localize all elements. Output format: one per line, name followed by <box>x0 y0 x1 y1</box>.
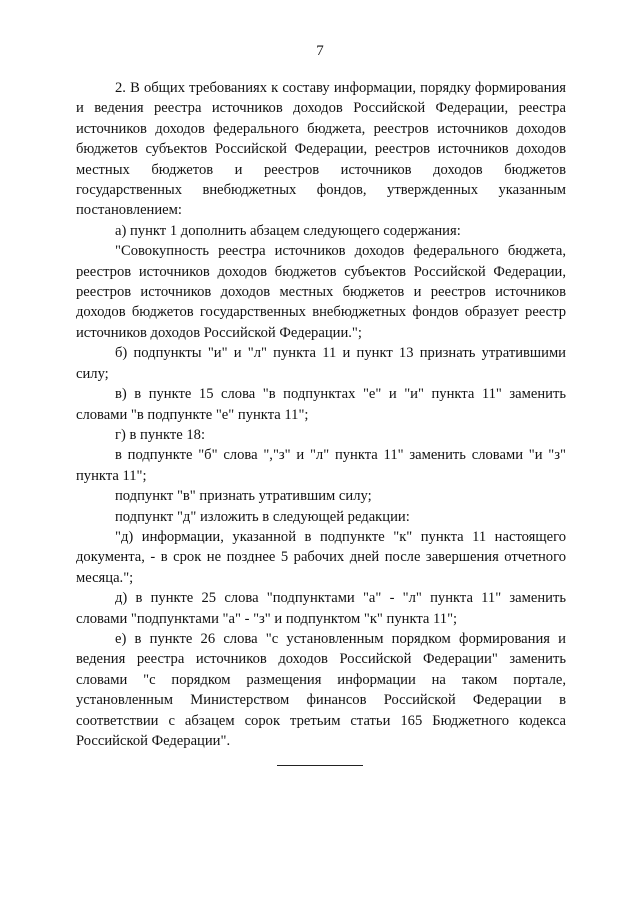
paragraph-a: а) пункт 1 дополнить абзацем следующего содержания: <box>115 222 461 239</box>
paragraph-quote-d: "д) информации, указанной в подпункте "к" пункта 11 настоящего документа, - в срок не позднее 5 рабочих дней после завершения отчетного месяца."; <box>76 528 566 586</box>
closing-divider-line <box>277 765 363 766</box>
paragraph-e: е) в пункте 26 слова "с установленным порядком формирования и ведения реестра источников доходов Российской Федерации" заменить словами "с порядком размещения информации на таком портале, установленным Министерством финансов Российской Федерации в соответствии с абзацем сорок третьим статьи 165 Бюджетного кодекса Российской Федерации". <box>76 630 566 749</box>
paragraph-d: д) в пункте 25 слова "подпунктами "а" - "л" пункта 11" заменить словами "подпунктами "а" - "з" и подпунктом "к" пункта 11"; <box>76 590 566 627</box>
paragraph-2-intro: 2. В общих требованиях к составу информации, порядку формирования и ведения реестра источников доходов Российской Федерации, реестра источников доходов федерального бюджета, реестров источников доходов бюджетов субъектов Российской Федерации, реестров источников доходов местных бюджетов и реестров источников доходов бюджетов государственных внебюджетных фондов, утвержденных указанным постановлением: <box>76 80 566 219</box>
document-body <box>76 78 566 751</box>
paragraph-v: в) в пункте 15 слова "в подпунктах "е" и "и" пункта 11" заменить словами "в подпункте "е" пункта 11"; <box>76 386 566 423</box>
page-number: 7 <box>316 43 324 59</box>
paragraph-g-sub-v: подпункт "в" признать утратившим силу; <box>115 488 372 505</box>
paragraph-b: б) подпункты "и" и "л" пункта 11 и пункт 13 признать утратившими силу; <box>76 345 566 382</box>
paragraph-g-sub-d: подпункт "д" изложить в следующей редакции: <box>115 508 410 525</box>
paragraph-g: г) в пункте 18: <box>115 426 205 443</box>
paragraph-quote-totality: "Совокупность реестра источников доходов федерального бюджета, реестров источников доходов бюджетов субъектов Российской Федерации, реестров источников доходов местных бюджетов и реестров источников доходов бюджетов государственных внебюджетных фондов образует реестр источников доходов Российской Федерации."; <box>76 243 566 341</box>
paragraph-g-sub-b: в подпункте "б" слова ","з" и "л" пункта 11" заменить словами "и "з" пункта 11"; <box>76 447 566 484</box>
